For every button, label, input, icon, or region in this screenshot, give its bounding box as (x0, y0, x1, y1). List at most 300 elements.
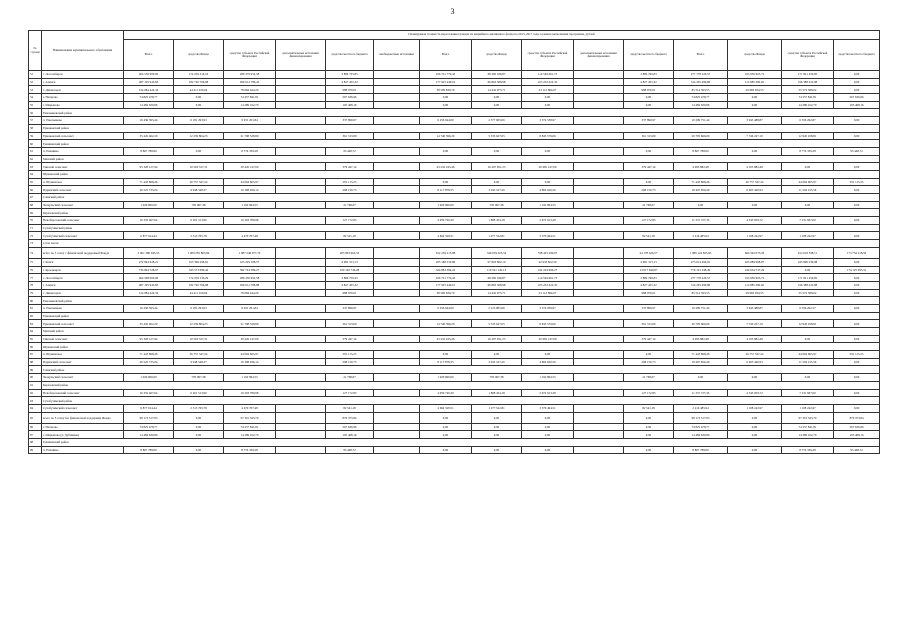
table-row (29, 389, 880, 397)
value-cell: 379 447,14 (326, 335, 374, 343)
value-cell: 0,00 (522, 147, 574, 155)
municipality-name: г. Ачинск (42, 281, 124, 289)
value-cell: 2 377 605,06 (472, 117, 522, 125)
municipality-name: Енашимский район (42, 140, 880, 148)
value-cell: 0,00 (472, 94, 522, 102)
value-cell: 361 313,09 (326, 132, 374, 140)
value-cell (574, 232, 624, 240)
value-cell: 1 192 864,55 (224, 374, 276, 382)
value-cell: 0,00 (834, 132, 880, 140)
value-cell: 4 827 455,32 (624, 78, 674, 86)
value-cell: 0,00 (624, 423, 674, 431)
value-cell: 0,00 (522, 423, 574, 431)
value-cell: 11 504 415,56 (782, 358, 834, 366)
value-cell: 171 821 450,85 (782, 71, 834, 79)
row-number: 75 (29, 258, 42, 266)
value-cell (374, 335, 420, 343)
value-cell: 0,00 (728, 101, 782, 109)
value-cell: 8 845 579,06 (522, 320, 574, 328)
value-cell: 0,00 (420, 412, 472, 423)
table-row (29, 351, 880, 359)
value-cell: 78 684 444,29 (224, 289, 276, 297)
value-cell: 379 447,14 (624, 163, 674, 171)
value-cell: 165 229 108,57 (224, 258, 276, 266)
value-cell: 10 203 780,98 (224, 217, 276, 225)
section-row (29, 109, 880, 117)
value-cell: 29 983 934,53 (728, 86, 782, 94)
section-row (29, 155, 880, 163)
value-cell: 272 844 628,21 (124, 258, 174, 266)
value-cell: 245 806 239,98 (782, 258, 834, 266)
value-cell: 464 508 000,00 (124, 274, 174, 282)
value-cell: 0,00 (728, 431, 782, 439)
row-number: 89 (29, 366, 42, 374)
value-cell: 392 724 586,27 (224, 266, 276, 274)
value-cell: 2 972 913,28 (522, 389, 574, 397)
value-cell: 0,00 (834, 404, 880, 412)
value-cell: 5 335 627,05 (472, 132, 522, 140)
value-cell: 0,00 (522, 101, 574, 109)
municipality-name: Чечеульский сельсовет (42, 374, 124, 382)
value-cell (374, 78, 420, 86)
value-cell: 591 115,25 (326, 351, 374, 359)
value-cell (276, 101, 326, 109)
row-number: 97 (29, 431, 42, 439)
value-cell (574, 320, 624, 328)
table-row (29, 446, 880, 454)
row-number: 76 (29, 266, 42, 274)
value-cell: 44 411 010,04 (174, 86, 224, 94)
row-number: 80 (29, 297, 42, 305)
value-cell (276, 374, 326, 382)
value-cell: 16 308 036,14 (224, 186, 276, 194)
value-cell: 7 746 227,19 (728, 132, 782, 140)
value-cell: 124 084 424,34 (124, 289, 174, 297)
value-cell: 12 945 458,81 (782, 320, 834, 328)
value-cell (374, 358, 420, 366)
value-cell (374, 71, 420, 79)
value-cell: 0,00 (420, 94, 472, 102)
row-number: 59 (29, 132, 42, 140)
value-cell: 74 825 478,77 (674, 94, 728, 102)
municipality-name: Шушенский район (42, 170, 880, 178)
section-row (29, 170, 880, 178)
value-cell: 0,00 (834, 232, 880, 240)
municipality-name: Енашимский район (42, 438, 880, 446)
value-cell: 0,00 (472, 147, 522, 155)
value-cell: 4 959 740,29 (420, 389, 472, 397)
value-cell (276, 178, 326, 186)
value-cell: 912 259 213,98 (420, 247, 472, 258)
row-number: 83 (29, 320, 42, 328)
value-cell (276, 412, 326, 423)
municipality-name: п. Енашимо (42, 147, 124, 155)
value-cell: 337 899,97 (326, 117, 374, 125)
value-cell (574, 304, 624, 312)
table-row (29, 266, 880, 274)
municipality-name: п. Емельяново (42, 304, 124, 312)
value-cell: 13 017 640,87 (624, 266, 674, 274)
value-cell: 286 379 952,58 (224, 71, 276, 79)
value-cell (374, 374, 420, 382)
row-number: 64 (29, 170, 42, 178)
value-cell: 1 920 600,00 (420, 374, 472, 382)
table-row (29, 431, 880, 439)
value-cell: 95 328 127,94 (124, 163, 174, 171)
value-cell: 93 448,72 (326, 147, 374, 155)
value-cell: 0,00 (624, 431, 674, 439)
municipality-name: г. Канск (42, 258, 124, 266)
value-cell: 74 257 841,81 (782, 94, 834, 102)
table-body (29, 71, 880, 454)
row-number: 66 (29, 186, 42, 194)
value-cell: 591 115,25 (326, 178, 374, 186)
municipality-name: Чечеульский сельсовет (42, 201, 124, 209)
value-cell: 361 313,09 (624, 132, 674, 140)
municipality-name: Ермаковский сельсовет (42, 320, 124, 328)
value-cell: 0,00 (728, 446, 782, 454)
value-cell (276, 289, 326, 297)
table-row (29, 178, 880, 186)
municipality-name: в том числе: (42, 240, 880, 248)
row-number: 82 (29, 312, 42, 320)
table-row (29, 201, 880, 209)
value-cell: 74 825 478,77 (124, 94, 174, 102)
value-cell: 0,00 (624, 351, 674, 359)
value-cell: 14 289 162,70 (782, 101, 834, 109)
value-cell: 105 956 905,72 (728, 274, 782, 282)
value-cell: 1 009 281 863,84 (174, 247, 224, 258)
value-cell: 3 884 760,83 (624, 71, 674, 79)
section-row (29, 381, 880, 389)
value-cell (374, 86, 420, 94)
value-cell: 20 465 147,09 (522, 163, 574, 171)
value-cell (374, 289, 420, 297)
value-cell: 299 612 788,88 (224, 281, 276, 289)
value-cell: 14 740 396,29 (420, 132, 472, 140)
value-cell: 205 893 662,53 (326, 247, 374, 258)
row-number: 77 (29, 274, 42, 282)
value-cell: 127 172,83 (326, 217, 374, 225)
value-cell (374, 320, 420, 328)
row-number: 86 (29, 343, 42, 351)
value-cell: 0,00 (728, 201, 782, 209)
value-cell: 68 282 186,87 (472, 71, 522, 79)
municipality-name: п. Шушенское (42, 351, 124, 359)
value-cell: 0,00 (522, 446, 574, 454)
value-cell (276, 335, 326, 343)
value-cell: 1 192 864,55 (522, 201, 574, 209)
header-municipality: Наименование муниципального образования (42, 31, 124, 71)
value-cell (276, 304, 326, 312)
value-cell: 16 332 467,64 (124, 217, 174, 225)
value-cell: 44 094 605,97 (224, 351, 276, 359)
value-cell: 265 186 532,86 (420, 258, 472, 266)
value-cell: 876 373,84 (834, 412, 880, 423)
value-cell: 174 239 136,29 (174, 274, 224, 282)
value-cell (574, 289, 624, 297)
value-cell: 44 094 605,97 (782, 178, 834, 186)
value-cell: 11 372 727,35 (674, 217, 728, 225)
value-cell (374, 132, 420, 140)
value-cell: 567 636,96 (326, 423, 374, 431)
value-cell (374, 431, 420, 439)
value-cell: 0,00 (522, 94, 574, 102)
value-cell: 1 277 522,81 (472, 232, 522, 240)
header-subcolumn: средства субъекта Российской Федерации (224, 40, 276, 71)
value-cell: 10 203 780,98 (224, 389, 276, 397)
value-cell: 0,00 (472, 101, 522, 109)
value-cell: 0,00 (834, 186, 880, 194)
value-cell: 5 335 627,05 (472, 320, 522, 328)
row-number: 88 (29, 358, 42, 366)
row-number: 92 (29, 389, 42, 397)
value-cell: 174 239 316,16 (174, 71, 224, 79)
value-cell: 112 885 360,92 (728, 281, 782, 289)
value-cell: 0,00 (624, 101, 674, 109)
municipality-name: г. Дивногорск (42, 86, 124, 94)
value-cell: 105 956 905,72 (728, 71, 782, 79)
row-number: 91 (29, 381, 42, 389)
value-cell: 464 550 900,00 (124, 71, 174, 79)
value-cell: 4 827 455,32 (326, 78, 374, 86)
value-cell: 7 231 667,00 (782, 389, 834, 397)
value-cell: 93 448,72 (326, 446, 374, 454)
value-cell (574, 132, 624, 140)
section-row (29, 397, 880, 405)
header-subcolumn: внебюджетные источники (374, 40, 420, 71)
row-number: 73 (29, 240, 42, 248)
value-cell: 0,00 (624, 147, 674, 155)
value-cell: 4 981 313,13 (326, 258, 374, 266)
table-row (29, 101, 880, 109)
value-cell: 3 370 464,51 (522, 404, 574, 412)
table-row (29, 289, 880, 297)
value-cell (374, 117, 420, 125)
header-subcolumn: средства Фонда (728, 40, 782, 71)
value-cell: 591 115,25 (834, 178, 880, 186)
table-row (29, 358, 880, 366)
value-cell (276, 266, 326, 274)
value-cell (276, 78, 326, 86)
value-cell: 1 192 864,55 (224, 201, 276, 209)
header-group-title: Планируемая стоимость переселения граждан из аварийного жилищного фонда на 2013–2017 годы в рамках выполнения программы, рублей (124, 31, 880, 40)
value-cell: 4 470 707,48 (224, 232, 276, 240)
value-cell: 177 925 449,01 (420, 78, 472, 86)
row-number: 57 (29, 117, 42, 125)
row-number: 68 (29, 201, 42, 209)
value-cell: 912 018 538,11 (782, 247, 834, 258)
value-cell: 16 297 651,23 (472, 163, 522, 171)
row-number: 85 (29, 335, 42, 343)
row-number: 78 (29, 281, 42, 289)
value-cell: 127 172,83 (326, 389, 374, 397)
row-number: 61 (29, 147, 42, 155)
value-cell: 1 920 600,00 (420, 201, 472, 209)
value-cell (276, 94, 326, 102)
value-cell (574, 335, 624, 343)
value-cell: 0,00 (174, 446, 224, 454)
value-cell: 35 445 462,20 (124, 320, 174, 328)
value-cell: 224 034 737,29 (728, 266, 782, 274)
value-cell: 18 407 856,49 (674, 186, 728, 194)
value-cell: 21 768,07 (326, 374, 374, 382)
value-cell (276, 86, 326, 94)
value-cell: 0,00 (472, 431, 522, 439)
value-cell: 43 232 245,46 (420, 163, 472, 171)
value-cell: 192 224 966,27 (522, 266, 574, 274)
value-cell: 14 484 630,86 (124, 101, 174, 109)
value-cell: 3 943 488,87 (728, 304, 782, 312)
table-row (29, 78, 880, 86)
value-cell: 0,00 (624, 412, 674, 423)
header-subcolumn: средства Фонда (472, 40, 522, 71)
value-cell (574, 266, 624, 274)
value-cell: 0,00 (420, 101, 472, 109)
value-cell: 379 447,14 (326, 163, 374, 171)
value-cell: 26 757 347,24 (174, 178, 224, 186)
value-cell (276, 163, 326, 171)
row-number: 81 (29, 304, 42, 312)
row-number: 67 (29, 194, 42, 202)
value-cell: 0,00 (472, 446, 522, 454)
row-number: 79 (29, 289, 42, 297)
value-cell: 0,00 (834, 389, 880, 397)
header-subcolumns (29, 40, 880, 71)
row-number: 55 (29, 101, 42, 109)
value-cell: 114 564 661,73 (522, 71, 574, 79)
table-row (29, 71, 880, 79)
value-cell: 44 411 010,04 (174, 289, 224, 297)
value-cell: 0,00 (782, 266, 834, 274)
value-cell: 8 867 788,00 (674, 147, 728, 155)
header-subcolumn: дополнительные источники финансирования (276, 40, 326, 71)
value-cell: 6 261 513,90 (174, 389, 224, 397)
value-cell: 1 108 242,97 (728, 404, 782, 412)
value-cell: 10 503 537,31 (174, 335, 224, 343)
value-cell: 4 343 059,72 (728, 217, 782, 225)
value-cell: 0,00 (674, 374, 728, 382)
value-cell: 3 574 538,97 (522, 117, 574, 125)
value-cell: 2 216 485,94 (674, 232, 728, 240)
table-row (29, 423, 880, 431)
value-cell: 23 112 864,67 (522, 86, 574, 94)
value-cell: 21 798 528,89 (224, 132, 276, 140)
value-cell: 0,00 (420, 423, 472, 431)
value-cell: 1 192 864,55 (522, 374, 574, 382)
section-row (29, 240, 880, 248)
value-cell: 97 818 862,10 (472, 258, 522, 266)
municipality-name: всего по 3 этапу без финансовой поддержки Фонда (42, 412, 124, 423)
value-cell: 1 277 522,81 (472, 404, 522, 412)
value-cell: 591 115,25 (834, 351, 880, 359)
value-cell: 208 150,73 (624, 186, 674, 194)
value-cell: 0,00 (782, 335, 834, 343)
value-cell (574, 186, 624, 194)
value-cell: 8 774 339,28 (782, 147, 834, 155)
value-cell (276, 117, 326, 125)
table-row (29, 374, 880, 382)
value-cell: 14 740 396,29 (420, 320, 472, 328)
value-cell: 3 370 464,51 (522, 232, 574, 240)
row-number: 99 (29, 446, 42, 454)
value-cell (374, 446, 420, 454)
value-cell (574, 412, 624, 423)
value-cell (374, 404, 420, 412)
value-cell: 10 299 751,44 (674, 304, 728, 312)
table-row (29, 132, 880, 140)
value-cell: 100 140 746,28 (326, 266, 374, 274)
value-cell: 0,00 (834, 117, 880, 125)
value-cell (574, 147, 624, 155)
value-cell: 30 445 147,09 (224, 335, 276, 343)
value-cell (574, 351, 624, 359)
value-cell: 4 864 620,56 (522, 358, 574, 366)
resettlement-cost-table (28, 30, 880, 454)
value-cell (374, 147, 420, 155)
value-cell: 14 289 162,70 (224, 101, 276, 109)
value-cell: 14 484 630,86 (124, 431, 174, 439)
value-cell: 74 825 478,77 (674, 423, 728, 431)
value-cell (276, 351, 326, 359)
value-cell: 16 436 595,44 (124, 304, 174, 312)
value-cell: 4 664 528,51 (420, 404, 472, 412)
value-cell (574, 163, 624, 171)
value-cell: 0,00 (624, 94, 674, 102)
value-cell: 0,00 (472, 351, 522, 359)
row-number: 53 (29, 86, 42, 94)
value-cell: 4 959 740,29 (420, 217, 472, 225)
value-cell: 26 525 735,04 (124, 358, 174, 366)
value-cell: 8 774 339,28 (224, 147, 276, 155)
header-row-number: № строки (29, 31, 42, 71)
value-cell: 98 173 517,83 (674, 412, 728, 423)
value-cell: 425 089 968,87 (728, 258, 782, 266)
value-cell: 0,00 (174, 431, 224, 439)
value-cell (574, 274, 624, 282)
value-cell: 0,00 (834, 281, 880, 289)
value-cell: 16 297 651,23 (472, 335, 522, 343)
row-number: 70 (29, 217, 42, 225)
value-cell: 567 636,96 (834, 423, 880, 431)
value-cell: 337 899,97 (624, 117, 674, 125)
value-cell: 20 705 666,00 (674, 132, 728, 140)
municipality-name: Сухобузимский сельсовет (42, 404, 124, 412)
value-cell: 277 778 220,57 (674, 71, 728, 79)
value-cell (374, 351, 420, 359)
row-number: 84 (29, 328, 42, 336)
value-cell: 0,00 (624, 446, 674, 454)
value-cell: 82 541,18 (326, 404, 374, 412)
value-cell: 127 172,83 (624, 389, 674, 397)
value-cell: 314 265 499,80 (674, 78, 728, 86)
value-cell (574, 358, 624, 366)
value-cell (276, 71, 326, 79)
municipality-name: Емельяновский район (42, 297, 880, 305)
value-cell (276, 132, 326, 140)
section-row (29, 124, 880, 132)
value-cell (374, 389, 420, 397)
value-cell: 38 569 839,79 (420, 86, 472, 94)
value-cell: 3 884 735,85 (326, 71, 374, 79)
value-cell: 1 868 454,18 (472, 217, 522, 225)
value-cell: 1 108 242,97 (782, 404, 834, 412)
municipality-name: г. Назарово (42, 94, 124, 102)
value-cell: 14 432 075,71 (472, 289, 522, 297)
value-cell: 6 903 440,93 (728, 186, 782, 194)
value-cell: 0,00 (174, 147, 224, 155)
value-cell: 0,00 (834, 258, 880, 266)
